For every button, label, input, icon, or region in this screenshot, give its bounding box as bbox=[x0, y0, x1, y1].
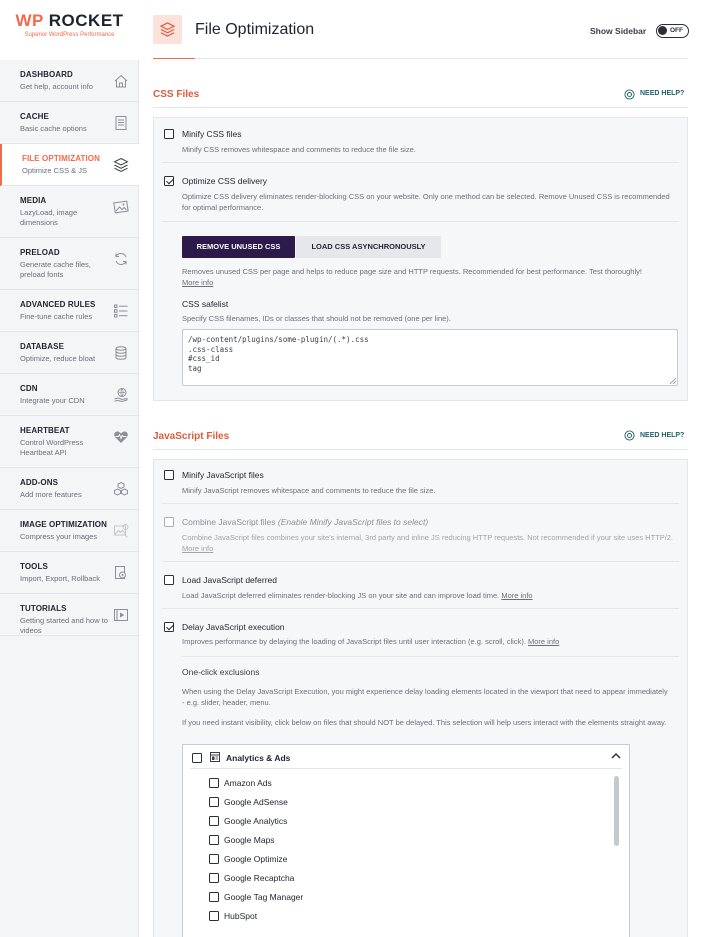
sidebar-item-title: ADVANCED RULES bbox=[20, 300, 96, 309]
remove-unused-css-button[interactable]: REMOVE UNUSED CSS bbox=[182, 236, 295, 258]
exclusions-scrollbar[interactable] bbox=[614, 776, 619, 846]
layers-icon bbox=[113, 157, 129, 173]
sidebar-item-desc: LazyLoad, image dimensions bbox=[20, 208, 78, 227]
show-sidebar-toggle[interactable] bbox=[656, 24, 689, 38]
database-icon bbox=[113, 345, 129, 361]
sidebar-item-title: DASHBOARD bbox=[20, 70, 73, 79]
logo-wp: WP bbox=[15, 11, 44, 30]
js-divider-1 bbox=[162, 503, 679, 504]
sidebar-item-desc: Optimize, reduce bloat bbox=[20, 354, 96, 363]
lifebuoy-icon bbox=[624, 430, 635, 441]
exclusion-item-label: Google Analytics bbox=[224, 816, 288, 826]
css-divider-2 bbox=[162, 221, 679, 222]
js-divider-3 bbox=[162, 608, 679, 609]
refresh-icon bbox=[113, 251, 129, 267]
js-divider-4 bbox=[182, 656, 679, 657]
combine-js-checkbox[interactable] bbox=[164, 517, 174, 527]
sidebar-item-advanced-rules[interactable] bbox=[0, 290, 139, 332]
sidebar-item-title: CACHE bbox=[20, 112, 49, 121]
css-safelist-title: CSS safelist bbox=[182, 299, 229, 309]
sidebar-item-desc: Fine-tune cache rules bbox=[20, 312, 93, 321]
sidebar-item-desc: Getting started and how to videos bbox=[20, 616, 108, 635]
exclusion-item-label: Google Recaptcha bbox=[224, 873, 295, 883]
sidebar-item-title: FILE OPTIMIZATION bbox=[22, 154, 100, 163]
sidebar-item-title: IMAGE OPTIMIZATION bbox=[20, 520, 107, 529]
sidebar-item-desc: Generate cache files, preload fonts bbox=[20, 260, 91, 279]
js-need-help-link[interactable]: NEED HELP? bbox=[640, 432, 685, 439]
delay-js-desc bbox=[182, 636, 677, 647]
chevron-up-icon[interactable] bbox=[611, 752, 621, 760]
exclusion-item-label: HubSpot bbox=[224, 911, 258, 921]
load-css-async-button[interactable]: LOAD CSS ASYNCHRONOUSLY bbox=[296, 236, 441, 258]
toggle-knob bbox=[658, 26, 667, 35]
sidebar-item-desc: Add more features bbox=[20, 490, 82, 499]
layers-icon bbox=[160, 22, 175, 37]
css-need-help-link[interactable]: NEED HELP? bbox=[640, 90, 685, 97]
one-click-exclusions-desc-2: If you need instant visibility, click below on files that should NOT be delayed. This selection will help users interact with the elements straight away. bbox=[182, 718, 667, 727]
css-divider-1 bbox=[162, 162, 679, 163]
lifebuoy-icon bbox=[624, 89, 635, 100]
logo-rocket: ROCKET bbox=[48, 11, 124, 30]
document-icon bbox=[113, 115, 129, 131]
delay-js-desc-text: Improves performance by delaying the loading of JavaScript files until user interaction (e.g. scroll, click). bbox=[182, 637, 526, 646]
header-divider bbox=[153, 58, 688, 59]
sidebar-item-desc: Optimize CSS & JS bbox=[22, 166, 88, 175]
defer-js-label: Load JavaScript deferred bbox=[182, 575, 277, 585]
minify-js-label: Minify JavaScript files bbox=[182, 470, 264, 480]
minify-js-desc: Minify JavaScript removes whitespace and comments to reduce the file size. bbox=[182, 486, 436, 495]
exclusion-item-checkbox[interactable] bbox=[209, 873, 219, 883]
sidebar-item-media[interactable] bbox=[0, 186, 139, 238]
optimize-css-checkbox[interactable] bbox=[164, 176, 174, 186]
image-optimization-icon bbox=[113, 523, 129, 539]
sidebar-item-title: CDN bbox=[20, 384, 38, 393]
combine-js-desc bbox=[182, 532, 677, 554]
sidebar-item-file-optimization[interactable] bbox=[0, 144, 139, 186]
css-safelist-textarea[interactable] bbox=[182, 329, 678, 386]
sidebar-item-dashboard[interactable] bbox=[0, 60, 139, 102]
image-icon bbox=[113, 199, 129, 215]
defer-js-more-info-link[interactable]: More info bbox=[501, 591, 533, 600]
exclusion-item-label: Amazon Ads bbox=[224, 778, 272, 788]
list-icon bbox=[113, 303, 129, 319]
combine-js-more-info-link[interactable]: More info bbox=[182, 544, 214, 553]
css-method-desc bbox=[182, 266, 677, 288]
tools-icon bbox=[113, 565, 129, 581]
combine-js-desc-text: Combine JavaScript files combines your site's internal, 3rd party and inline JS reducing HTTP requests. Not recommended if your site uses HTTP/2. bbox=[182, 533, 674, 542]
sidebar-item-tutorials[interactable] bbox=[0, 594, 139, 636]
sidebar-item-tools[interactable] bbox=[0, 552, 139, 594]
wp-rocket-logo[interactable] bbox=[0, 0, 139, 60]
exclusion-item-checkbox[interactable] bbox=[209, 911, 219, 921]
safelist-line: tag bbox=[188, 363, 202, 373]
exclusion-item-label: Google Maps bbox=[224, 835, 275, 845]
toggle-state: OFF bbox=[670, 26, 683, 34]
exclusion-item-checkbox[interactable] bbox=[209, 816, 219, 826]
page-title: File Optimization bbox=[195, 21, 315, 38]
one-click-exclusions-title: One-click exclusions bbox=[182, 667, 260, 677]
show-sidebar-label: Show Sidebar bbox=[590, 26, 647, 36]
one-click-exclusions-desc-1: When using the Delay JavaScript Execution, you might experience delay loading elements located in the viewport that need to appear immediately - e.g. slider, header, menu. bbox=[182, 687, 668, 707]
exclusion-item-checkbox[interactable] bbox=[209, 854, 219, 864]
logo-wordmark bbox=[0, 11, 139, 31]
exclusion-item-checkbox[interactable] bbox=[209, 778, 219, 788]
header-divider-accent bbox=[153, 58, 195, 59]
sidebar-item-preload[interactable] bbox=[0, 238, 139, 290]
exclusion-item-label: Google AdSense bbox=[224, 797, 288, 807]
sidebar-item-title: DATABASE bbox=[20, 342, 65, 351]
css-more-info-link[interactable]: More info bbox=[182, 278, 214, 287]
minify-css-label: Minify CSS files bbox=[182, 129, 242, 139]
logo-tagline: Superior WordPress Performance bbox=[24, 32, 115, 38]
sidebar bbox=[0, 0, 139, 937]
sidebar-item-title: TUTORIALS bbox=[20, 604, 67, 613]
heartbeat-icon bbox=[113, 429, 129, 445]
exclusion-item-label: Google Optimize bbox=[224, 854, 288, 864]
sidebar-item-image-optimization[interactable] bbox=[0, 510, 139, 552]
js-divider-2 bbox=[162, 561, 679, 562]
sidebar-item-title: MEDIA bbox=[20, 196, 47, 205]
js-files-title: JavaScript Files bbox=[153, 431, 230, 442]
exclusion-item-label: Google Tag Manager bbox=[224, 892, 304, 902]
combine-js-label-text: Combine JavaScript files bbox=[182, 517, 276, 527]
sidebar-item-cdn[interactable] bbox=[0, 374, 139, 416]
sidebar-item-title: HEARTBEAT bbox=[20, 426, 70, 435]
analytics-ads-category-label: Analytics & Ads bbox=[226, 753, 291, 763]
combine-js-label bbox=[182, 517, 428, 527]
analytics-ads-category-checkbox[interactable] bbox=[192, 753, 202, 763]
css-safelist-desc: Specify CSS filenames, IDs or classes that should not be removed (one per line). bbox=[182, 314, 451, 323]
css-files-title: CSS Files bbox=[153, 89, 200, 100]
optimize-css-desc: Optimize CSS delivery eliminates render-blocking CSS on your website. Only one method can be selected. Remove Unused CSS is recommended for optimal performance. bbox=[182, 192, 670, 212]
safelist-line: /wp-content/plugins/some-plugin/(.*).css bbox=[188, 335, 369, 344]
resize-handle-icon[interactable] bbox=[670, 378, 676, 384]
sidebar-item-desc: Basic cache options bbox=[20, 124, 87, 133]
sidebar-item-desc: Integrate your CDN bbox=[20, 396, 85, 405]
sidebar-item-desc: Get help, account info bbox=[20, 82, 93, 91]
safelist-line: .css-class bbox=[188, 344, 234, 354]
video-icon bbox=[113, 607, 129, 623]
delay-js-checkbox[interactable] bbox=[164, 622, 174, 632]
cdn-hand-icon bbox=[113, 387, 129, 403]
sidebar-item-cache[interactable] bbox=[0, 102, 139, 144]
exclusion-item-checkbox[interactable] bbox=[209, 797, 219, 807]
minify-css-desc: Minify CSS removes whitespace and comments to reduce the file size. bbox=[182, 145, 416, 154]
sidebar-item-heartbeat[interactable] bbox=[0, 416, 139, 468]
optimize-css-label: Optimize CSS delivery bbox=[182, 176, 268, 186]
sidebar-item-title: TOOLS bbox=[20, 562, 48, 571]
css-method-text: Removes unused CSS per page and helps to reduce page size and HTTP requests. Recommended for best performance. Test thoroughly! bbox=[182, 267, 642, 276]
minify-js-checkbox[interactable] bbox=[164, 470, 174, 480]
safelist-line: #css_id bbox=[188, 354, 220, 363]
css-section-divider bbox=[153, 107, 688, 108]
sidebar-item-title: ADD-ONS bbox=[20, 478, 59, 487]
js-section-divider bbox=[153, 449, 688, 450]
analytics-icon bbox=[210, 752, 220, 762]
exclusion-item-checkbox[interactable] bbox=[209, 892, 219, 902]
combine-js-label-note: (Enable Minify JavaScript files to select) bbox=[277, 517, 429, 527]
defer-js-desc bbox=[182, 590, 677, 601]
delay-js-more-info-link[interactable]: More info bbox=[528, 637, 560, 646]
sidebar-item-desc: Compress your images bbox=[20, 532, 98, 541]
cubes-icon bbox=[113, 481, 129, 497]
sidebar-item-desc: Control WordPress Heartbeat API bbox=[20, 438, 84, 457]
sidebar-item-database[interactable] bbox=[0, 332, 139, 374]
sidebar-item-title: PRELOAD bbox=[20, 248, 60, 257]
delay-js-label: Delay JavaScript execution bbox=[182, 622, 285, 632]
exclusions-header-divider bbox=[190, 768, 622, 769]
home-icon bbox=[113, 73, 129, 89]
defer-js-checkbox[interactable] bbox=[164, 575, 174, 585]
file-optimization-header-icon bbox=[153, 15, 182, 44]
defer-js-desc-text: Load JavaScript deferred eliminates render-blocking JS on your site and can improve load time. bbox=[182, 591, 500, 600]
sidebar-item-add-ons[interactable] bbox=[0, 468, 139, 510]
minify-css-checkbox[interactable] bbox=[164, 129, 174, 139]
sidebar-item-desc: Import, Export, Rollback bbox=[20, 574, 101, 583]
exclusion-item-checkbox[interactable] bbox=[209, 835, 219, 845]
